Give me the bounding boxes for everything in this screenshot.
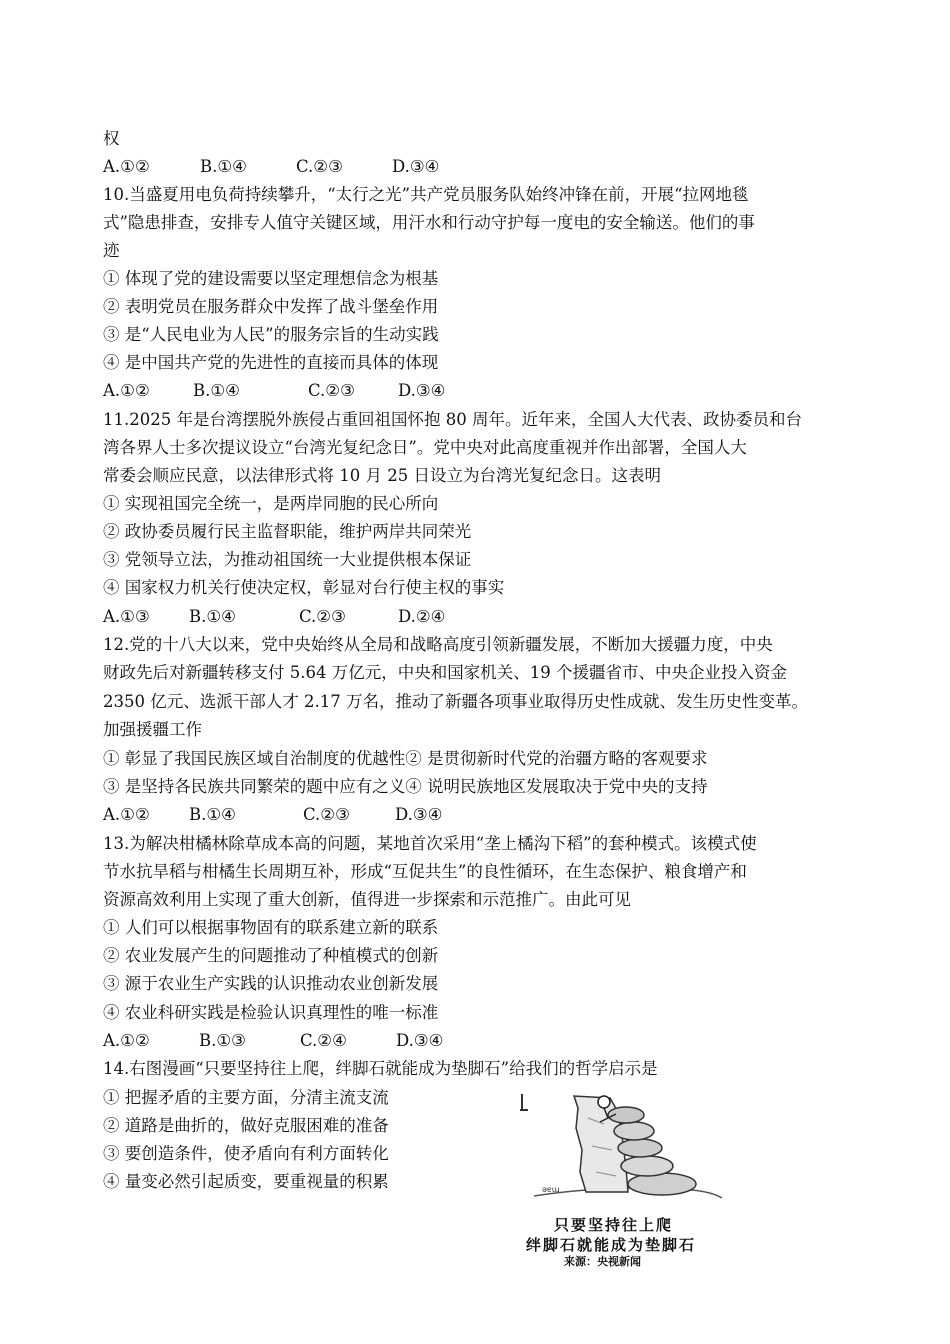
- q11-item: ③ 党领导立法，为推动祖国统一大业提供根本保证: [103, 550, 472, 569]
- q10-option-a: A.①②: [103, 381, 150, 400]
- q10-stem-line: 迹: [103, 241, 120, 260]
- q14-item: ③ 要创造条件，使矛盾向有利方面转化: [103, 1144, 389, 1163]
- q9-option-a: A.①②: [103, 157, 150, 176]
- q12-option-d: D.③④: [395, 805, 443, 824]
- q11-option-a: A.①③: [103, 607, 150, 626]
- q12-stem-line: 12.党的十八大以来，党中央始终从全局和战略高度引领新疆发展，不断加大援疆力度，中央: [103, 635, 773, 654]
- q11-option-c: C.②③: [299, 607, 346, 626]
- q9-option-d: D.③④: [392, 157, 440, 176]
- q11-item: ④ 国家权力机关行使决定权，彰显对台行使主权的事实: [103, 578, 505, 597]
- q11-stem-line: 常委会顺应民意，以法律形式将 10 月 25 日设立为台湾光复纪念日。这表明: [103, 466, 661, 485]
- q10-item: ② 表明党员在服务群众中发挥了战斗堡垒作用: [103, 297, 439, 316]
- q13-stem-line: 资源高效利用上实现了重大创新，值得进一步探索和示范推广。由此可见: [103, 890, 631, 909]
- q9-option-b: B.①④: [200, 157, 247, 176]
- q14-item: ② 道路是曲折的，做好克服困难的准备: [103, 1116, 389, 1135]
- q14-item: ① 把握矛盾的主要方面，分清主流支流: [103, 1088, 389, 1107]
- q10-item: ③ 是“人民电业为人民”的服务宗旨的生动实践: [103, 325, 439, 344]
- q12-item: ③ 是坚持各民族共同繁荣的题中应有之义④ 说明民族地区发展取决于党中央的支持: [103, 777, 708, 796]
- q13-stem-line: 13.为解决柑橘林除草成本高的问题，某地首次采用“垄上橘沟下稻”的套种模式。该模式使: [103, 834, 757, 853]
- q13-option-b: B.①③: [199, 1031, 246, 1050]
- cartoon-caption-line1: 只要坚持往上爬: [554, 1216, 674, 1234]
- q11-item: ② 政协委员履行民主监督职能，维护两岸共同荣光: [103, 522, 472, 541]
- q9-option-c: C.②③: [296, 157, 343, 176]
- q10-stem-line: 10.当盛夏用电负荷持续攀升，“太行之光”共产党员服务队始终冲锋在前，开展“拉网地毯: [103, 185, 749, 204]
- q12-option-c: C.②③: [303, 805, 350, 824]
- q12-item: ① 彰显了我国民族区域自治制度的优越性② 是贯彻新时代党的治疆方略的客观要求: [103, 749, 708, 768]
- cartoon-figure: [512, 1088, 732, 1268]
- q12-option-a: A.①②: [103, 805, 150, 824]
- q13-option-c: C.②④: [300, 1031, 347, 1050]
- q14-item: ④ 量变必然引起质变，要重视量的积累: [103, 1172, 389, 1191]
- svg-text:ǝɐɯ: ǝɐɯ: [542, 1185, 560, 1194]
- q12-stem-line: 2350 亿元、选派干部人才 2.17 万名，推动了新疆各项事业取得历史性成就、发生历史性变革。: [103, 692, 808, 711]
- q10-stem-line: 式”隐患排查，安排专人值守关键区域，用汗水和行动守护每一度电的安全输送。他们的事: [103, 213, 755, 232]
- q13-option-d: D.③④: [396, 1031, 444, 1050]
- q10-item: ① 体现了党的建设需要以坚定理想信念为根基: [103, 269, 439, 288]
- q11-option-d: D.②④: [398, 607, 446, 626]
- q11-item: ① 实现祖国完全统一，是两岸同胞的民心所向: [103, 494, 439, 513]
- q12-stem-line: 财政先后对新疆转移支付 5.64 万亿元，中央和国家机关、19 个援疆省市、中央企业投入资金: [103, 663, 787, 682]
- q10-option-c: C.②③: [308, 381, 355, 400]
- q12-stem-line: 加强援疆工作: [103, 720, 202, 739]
- cartoon-source: 来源：央视新闻: [564, 1255, 641, 1268]
- cartoon-caption-line2: 绊脚石就能成为垫脚石: [526, 1236, 697, 1254]
- q13-item: ② 农业发展产生的问题推动了种植模式的创新: [103, 946, 439, 965]
- q10-option-b: B.①④: [193, 381, 240, 400]
- q13-item: ③ 源于农业生产实践的认识推动农业创新发展: [103, 974, 439, 993]
- q12-option-b: B.①④: [189, 805, 236, 824]
- q13-item: ④ 农业科研实践是检验认识真理性的唯一标准: [103, 1003, 439, 1022]
- q13-option-a: A.①②: [103, 1031, 150, 1050]
- q13-item: ① 人们可以根据事物固有的联系建立新的联系: [103, 918, 439, 937]
- q9-stem-tail: 权: [103, 129, 120, 148]
- q10-option-d: D.③④: [398, 381, 446, 400]
- q13-stem-line: 节水抗旱稻与柑橘生长周期互补，形成“互促共生”的良性循环，在生态保护、粮食增产和: [103, 862, 747, 881]
- q10-item: ④ 是中国共产党的先进性的直接而具体的体现: [103, 353, 439, 372]
- q11-stem-line: 11.2025 年是台湾摆脱外族侵占重回祖国怀抱 80 周年。近年来，全国人大代表、政协委员和台: [103, 410, 802, 429]
- q14-stem-line: 14.右图漫画“只要坚持往上爬，绊脚石就能成为垫脚石”给我们的哲学启示是: [103, 1059, 658, 1078]
- q11-stem-line: 湾各界人士多次提议设立“台湾光复纪念日”。党中央对此高度重视并作出部署，全国人大: [103, 438, 747, 457]
- q11-option-b: B.①④: [189, 607, 236, 626]
